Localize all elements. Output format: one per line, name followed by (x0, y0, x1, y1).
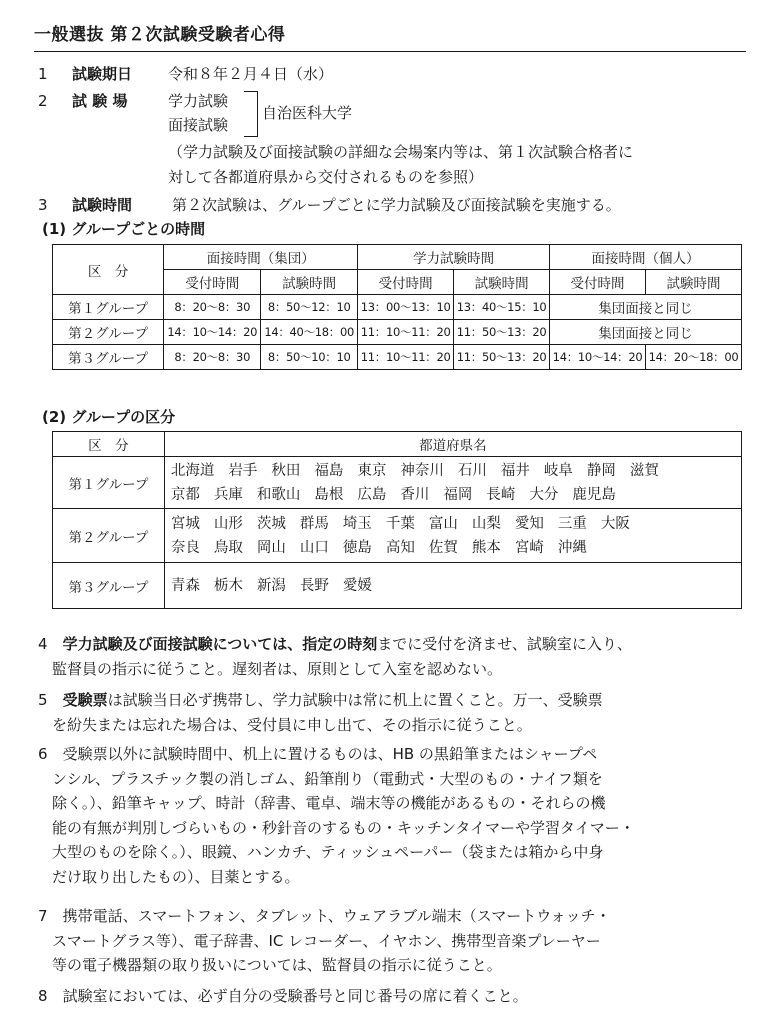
rule-6-line6: だけ取り出したもの）、目薬とする。 (52, 867, 300, 886)
col-header-academic: 学力試験時間 (358, 245, 550, 270)
rule-4-bold: 学力試験及び面接試験については、指定の時刻 (62, 635, 378, 653)
rule-6-line3: 除く。）、鉛筆キャップ、時計（辞書、電卓、端末等の機能があるもの・それらの機 (52, 794, 606, 812)
same-as-group-cell: 集団面接と同じ (550, 320, 742, 345)
group-time-table (52, 244, 742, 370)
col-header-exam: 試験時間 (261, 270, 358, 295)
prefecture-name: 栃木 (213, 577, 243, 594)
time-cell: 14：10～14：20 (164, 320, 261, 345)
time-cell: 8：50～12：10 (261, 295, 358, 320)
time-cell: 13：00～13：10 (358, 295, 454, 320)
time-cell: 13：40～15：10 (454, 295, 550, 320)
prefecture-list (164, 509, 741, 563)
group-label: 第２グループ (53, 320, 164, 345)
time-cell: 8：50～10：10 (261, 345, 358, 370)
rule-7-line3: 等の電子機器類の取り扱いについては、監督員の指示に従うこと。 (52, 956, 502, 974)
col-header-reception: 受付時間 (358, 270, 454, 295)
table2-heading: (2) グループの区分 (42, 408, 176, 426)
time-cell: 8：20～8：30 (164, 345, 261, 370)
prefecture-name: 岡山 (256, 539, 286, 556)
prefecture-name: 奈良 (170, 539, 200, 556)
prefecture-name: 福井 (500, 462, 530, 479)
prefecture-name: 千葉 (385, 515, 415, 532)
venue-place: 自治医科大学 (262, 104, 353, 122)
col-header-reception: 受付時間 (164, 270, 261, 295)
prefecture-name: 神奈川 (400, 462, 444, 479)
prefecture-name: 山形 (213, 515, 243, 532)
prefecture-name: 福岡 (443, 486, 473, 503)
item-3-label: 試験時間 (72, 196, 133, 214)
prefecture-name: 佐賀 (428, 539, 458, 556)
col-header-reception: 受付時間 (550, 270, 646, 295)
rule-5 (38, 688, 754, 737)
rule-6-line5: 大型のものを除く。）、眼鏡、ハンカチ、ティッシュペーパー（袋または箱から中身 (52, 843, 604, 861)
venue-sub-interview: 面接試験 (168, 116, 229, 134)
time-cell: 11：50～13：20 (454, 345, 550, 370)
rule-4-line2: 監督員の指示に従うこと。遅刻者は、原則として入室を認めない。 (52, 659, 503, 678)
col-header-exam: 試験時間 (454, 270, 550, 295)
venue-note-line1: （学力試験及び面接試験の詳細な会場案内等は、第１次試験合格者に (168, 143, 634, 161)
prefecture-name: 鹿児島 (572, 486, 616, 503)
time-cell: 14：20～18：00 (646, 345, 742, 370)
prefecture-name: 新潟 (256, 577, 286, 594)
rule-number: 7 (38, 907, 48, 925)
prefecture-name: 茨城 (256, 515, 286, 532)
prefecture-name: 熊本 (471, 539, 501, 556)
prefecture-name: 北海道 (170, 462, 215, 479)
prefecture-name: 長野 (299, 577, 329, 594)
rule-8 (38, 984, 754, 1009)
time-cell: 11：10～11：20 (358, 345, 454, 370)
rule-5-line1: は試験当日必ず携帯し、学力試験中は常に机上に置くこと。万一、受験票 (107, 691, 603, 709)
rule-number: 8 (38, 987, 48, 1005)
exam-date: 令和８年２月４日（水） (168, 65, 334, 83)
prefecture-name: 宮崎 (514, 539, 544, 556)
time-cell: 14：10～14：20 (550, 345, 646, 370)
prefecture-name: 青森 (170, 577, 200, 594)
time-cell: 8：20～8：30 (164, 295, 261, 320)
rule-8-line1: 試験室においては、必ず自分の受験番号と同じ番号の席に着くこと。 (62, 987, 528, 1005)
prefecture-name: 山口 (299, 539, 329, 556)
venue-note-line2: 対して各都道府県から交付されるものを参照） (168, 168, 484, 186)
rule-7-line1: 携帯電話、スマートフォン、タブレット、ウェアラブル端末（スマートウォッチ・ (62, 907, 611, 925)
rule-number: 5 (38, 691, 48, 709)
group-label: 第３グループ (53, 345, 164, 370)
rule-4 (38, 632, 754, 681)
table-row (53, 295, 742, 320)
prefecture-name: 沖縄 (557, 539, 587, 556)
table-row (53, 509, 742, 563)
item-1-number: 1 (38, 65, 48, 83)
prefecture-name: 秋田 (271, 462, 301, 479)
exam-time-desc: 第２次試験は、グループごとに学力試験及び面接試験を実施する。 (172, 196, 621, 214)
col-header-group-interview: 面接時間（集団） (164, 245, 358, 270)
prefecture-name: 静岡 (586, 462, 616, 479)
item-1-label: 試験期日 (72, 65, 133, 83)
time-cell: 11：50～13：20 (454, 320, 550, 345)
col-header-group: 区 分 (53, 245, 164, 295)
prefecture-name: 群馬 (299, 515, 329, 532)
rule-5-bold: 受験票 (62, 691, 108, 709)
prefecture-name: 東京 (357, 462, 387, 479)
table1-heading: (1) グループごとの時間 (42, 220, 206, 238)
time-cell: 11：10～11：20 (358, 320, 454, 345)
prefecture-name: 徳島 (342, 539, 372, 556)
rule-6-line4: 能の有無が判別しづらいもの・秒針音のするもの・キッチンタイマーや学習タイマー・ (52, 818, 635, 837)
prefecture-name: 高知 (385, 539, 415, 556)
prefecture-name: 愛媛 (342, 577, 372, 594)
venue-bracket (244, 91, 258, 137)
prefecture-name: 長崎 (486, 486, 516, 503)
item-2-label: 試 験 場 (72, 92, 128, 110)
prefecture-name: 岐阜 (543, 462, 573, 479)
group-label: 第１グループ (53, 457, 165, 509)
rule-6 (38, 742, 754, 889)
rule-number: 4 (38, 635, 48, 653)
prefecture-name: 兵庫 (213, 486, 243, 503)
rule-7 (38, 904, 754, 978)
prefecture-name: 宮城 (170, 515, 200, 532)
venue-sub-academic: 学力試験 (168, 92, 229, 110)
prefecture-name: 鳥取 (213, 539, 243, 556)
table-row (53, 457, 742, 509)
prefecture-name: 石川 (457, 462, 487, 479)
rule-6-line2: ンシル、プラスチック製の消しゴム、鉛筆削り（電動式・大型のもの・ナイフ類を (52, 769, 603, 788)
item-3-number: 3 (38, 196, 48, 214)
prefecture-name: 島根 (314, 486, 344, 503)
group-label: 第１グループ (53, 295, 164, 320)
group-label: 第２グループ (53, 509, 165, 563)
col-header-prefectures: 都道府県名 (164, 432, 741, 457)
prefecture-name: 三重 (557, 515, 587, 532)
item-2-number: 2 (38, 92, 48, 110)
rule-5-line2: を紛失または忘れた場合は、受付員に申し出て、その指示に従うこと。 (52, 715, 532, 734)
prefecture-list (164, 563, 741, 609)
same-as-group-cell: 集団面接と同じ (550, 295, 742, 320)
prefecture-name: 富山 (428, 515, 458, 532)
prefecture-name: 山梨 (471, 515, 501, 532)
group-division-table (52, 431, 742, 609)
prefecture-name: 広島 (357, 486, 387, 503)
group-label: 第３グループ (53, 563, 165, 609)
prefecture-name: 福島 (314, 462, 344, 479)
col-header-individual-interview: 面接時間（個人） (550, 245, 742, 270)
prefecture-name: 滋賀 (629, 462, 659, 479)
prefecture-name: 香川 (400, 486, 430, 503)
prefecture-name: 岩手 (228, 462, 258, 479)
rule-7-line2: スマートグラス等）、電子辞書、IC レコーダー、イヤホン、携帯型音楽プレーヤー (52, 931, 601, 950)
prefecture-name: 埼玉 (342, 515, 372, 532)
prefecture-name: 和歌山 (256, 486, 301, 503)
prefecture-name: 大分 (529, 486, 559, 503)
rule-number: 6 (38, 745, 48, 763)
prefecture-name: 京都 (170, 486, 200, 503)
prefecture-name: 大阪 (600, 515, 630, 532)
page-title: 一般選抜 第２次試験受験者心得 (34, 20, 746, 52)
rule-6-line1: 受験票以外に試験時間中、机上に置けるものは、HB の黒鉛筆またはシャープペ (62, 745, 598, 763)
rule-4-line1: までに受付を済ませ、試験室に入り、 (377, 635, 632, 653)
time-cell: 14：40～18：00 (261, 320, 358, 345)
table-row (53, 563, 742, 609)
col-header-exam: 試験時間 (646, 270, 742, 295)
col-header-group: 区 分 (53, 432, 165, 457)
table-row (53, 320, 742, 345)
prefecture-name: 愛知 (514, 515, 544, 532)
table-row (53, 345, 742, 370)
prefecture-list (164, 457, 741, 509)
